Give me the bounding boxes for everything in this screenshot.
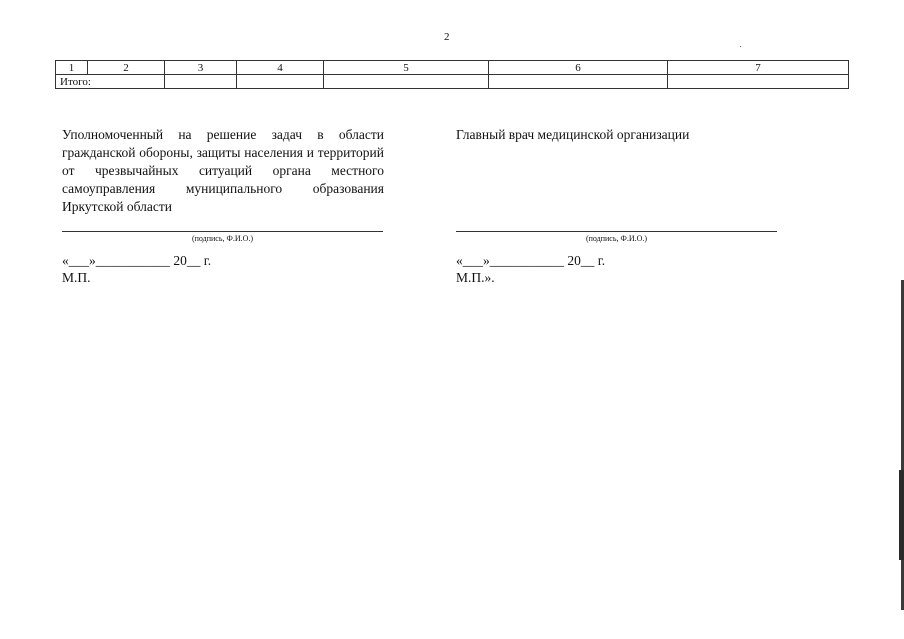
scan-speck xyxy=(740,46,741,47)
left-stamp-label: М.П. xyxy=(62,270,91,285)
column-number: 3 xyxy=(165,61,237,75)
table-cell xyxy=(668,75,849,89)
table-header-row xyxy=(56,61,849,75)
column-number: 4 xyxy=(237,61,324,75)
right-stamp-label: М.П.». xyxy=(456,270,495,285)
right-signature-caption: (подпись, Ф.И.О.) xyxy=(585,234,648,243)
column-number: 2 xyxy=(88,61,165,75)
left-date-line: «___»___________ 20__ г. xyxy=(62,253,212,268)
summary-table xyxy=(55,60,849,89)
total-label: Итого: xyxy=(56,75,165,89)
column-number: 7 xyxy=(668,61,849,75)
right-signatory-title: Главный врач медицинской организации xyxy=(456,127,690,142)
column-number: 1 xyxy=(56,61,88,75)
right-date-line: «___»___________ 20__ г. xyxy=(456,253,606,268)
table-cell xyxy=(489,75,668,89)
page-number: 2 xyxy=(444,31,450,43)
left-signature-line xyxy=(62,231,383,232)
table-total-row xyxy=(56,75,849,89)
table-cell xyxy=(237,75,324,89)
left-signatory-title: Уполномоченный на решение задач в области гражданской обороны, защиты населения и территорий от чрезвычайных ситуаций органа местного самоуправления муниципального образования Иркутской области xyxy=(62,127,384,214)
table-cell xyxy=(165,75,237,89)
table-cell xyxy=(324,75,489,89)
column-number: 5 xyxy=(324,61,489,75)
scan-edge-shadow xyxy=(899,470,904,560)
left-signature-caption: (подпись, Ф.И.О.) xyxy=(191,234,254,243)
right-signature-line xyxy=(456,231,777,232)
column-number: 6 xyxy=(489,61,668,75)
